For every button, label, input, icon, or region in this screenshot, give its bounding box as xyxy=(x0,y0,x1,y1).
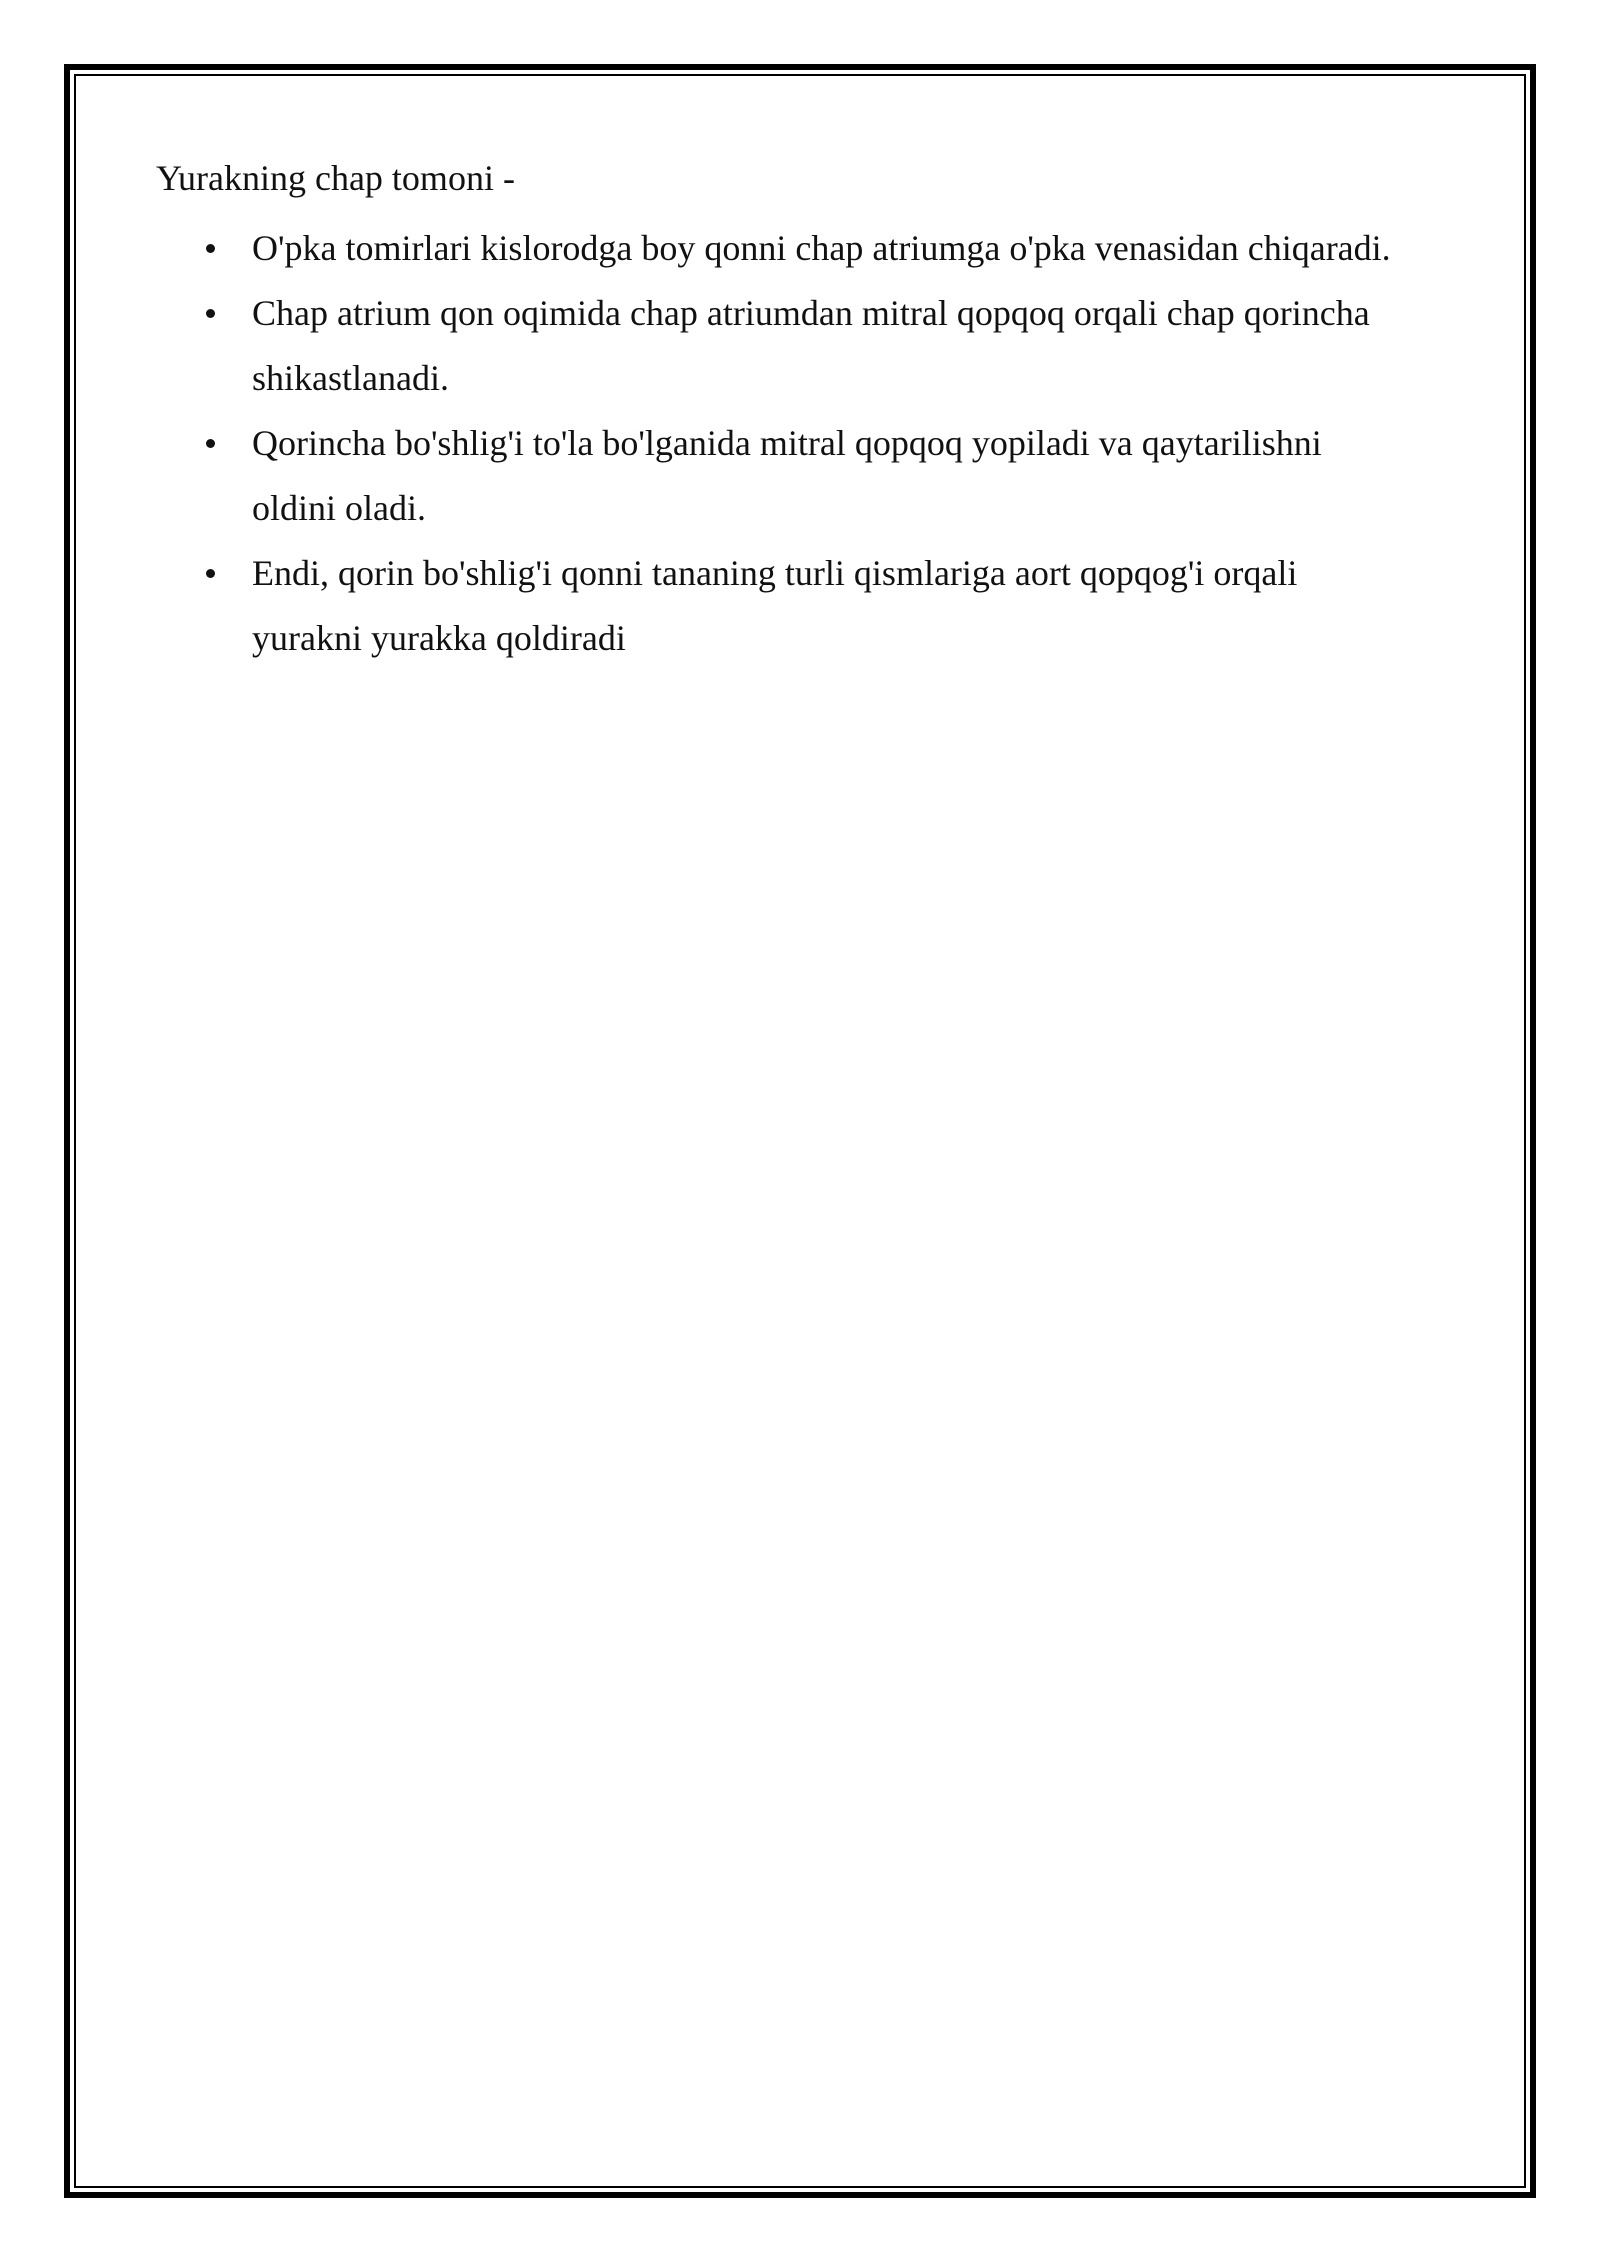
bullet-icon xyxy=(206,439,215,448)
document-body xyxy=(156,150,1456,671)
bullet-item xyxy=(156,541,1456,671)
bullet-line: yurakni yurakka qoldiradi xyxy=(252,618,626,658)
bullet-line: Qorincha bo'shlig'i to'la bo'lganida mitral qopqoq yopiladi va qaytarilishni xyxy=(252,423,1322,463)
bullet-line: Chap atrium qon oqimida chap atriumdan mitral qopqoq orqali chap qorincha xyxy=(252,293,1370,333)
bullet-list xyxy=(156,216,1456,671)
bullet-line: shikastlanadi. xyxy=(252,358,449,398)
bullet-line: O'pka tomirlari kislorodga boy qonni chap atriumga o'pka venasidan chiqaradi. xyxy=(252,228,1391,268)
bullet-item xyxy=(156,216,1456,281)
bullet-icon xyxy=(206,569,215,578)
bullet-icon xyxy=(206,309,215,318)
bullet-item xyxy=(156,411,1456,541)
section-heading: Yurakning chap tomoni - xyxy=(156,158,515,198)
bullet-line: oldini oladi. xyxy=(252,488,426,528)
bullet-line: Endi, qorin bo'shlig'i qonni tananing turli qismlariga aort qopqog'i orqali xyxy=(252,553,1298,593)
bullet-icon xyxy=(206,244,215,253)
bullet-item xyxy=(156,281,1456,411)
